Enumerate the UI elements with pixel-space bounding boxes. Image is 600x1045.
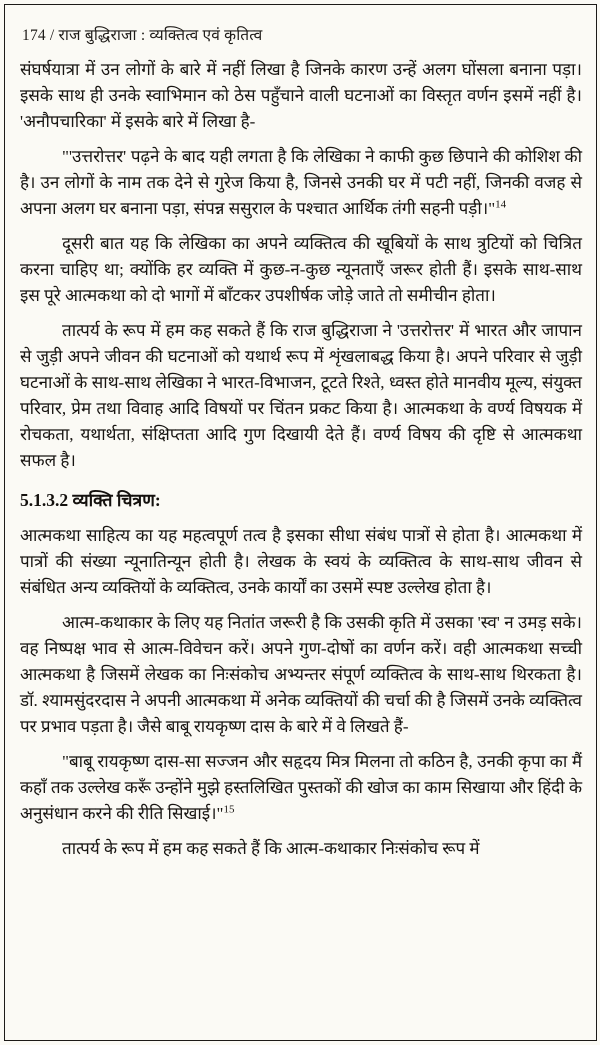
page-border-frame [4, 4, 597, 1041]
paragraph-text: आत्मकथा साहित्य का यह महत्वपूर्ण तत्व है इसका सीधा संबंध पात्रों से होता है। आत्मकथा में पात्रों की संख्या न्यूनातिन्यून होती है। लेखक के स्वयं के व्यक्तित्व के साथ-साथ जीवन से संबंधित अन्य व्यक्तियों के व्यक्तित्व, उनके कार्यों का उसमें स्पष्ट उल्लेख होता है। [20, 526, 582, 597]
footnote-marker: 15 [223, 803, 235, 816]
footnote-marker: 14 [495, 198, 507, 211]
section-heading: 5.1.3.2 व्यक्ति चित्रण: [20, 490, 161, 510]
quote-paragraph [20, 144, 582, 222]
page-body [20, 57, 582, 862]
paragraph-text: "'उत्तरोत्तर' पढ़ने के बाद यही लगता है कि लेखिका ने काफी कुछ छिपाने की कोशिश की है। उन लोगों के नाम तक देने से गुरेज किया है, जिनसे उनकी घर में पटी नहीं, जिनकी वजह से अपना अलग घर बनाना पड़ा, संपन्न ससुराल के पश्चात आर्थिक तंगी सहनी पड़ी।" [20, 147, 582, 218]
quote-paragraph [20, 749, 582, 827]
paragraph-text: संघर्षयात्रा में उन लोगों के बारे में नहीं लिखा है जिनके कारण उन्हें अलग घोंसला बनाना पड़ा। इसके साथ ही उनके स्वाभिमान को ठेस पहुँचाने वाली घटनाओं का विस्तृत वर्णन इसमें नहीं है। 'अनौपचारिका' में इसके बारे में लिखा है- [20, 60, 582, 131]
paragraph [20, 318, 582, 474]
paragraph-text: "बाबू रायकृष्ण दास-सा सज्जन और सहृदय मित्र मिलना तो कठिन है, उनकी कृपा का मैं कहाँ तक उल्लेख करूँ उन्होंने मुझे हस्तलिखित पुस्तकों की खोज का काम सिखाया और हिंदी के अनुसंधान करने की रीति सिखाई।" [20, 752, 582, 823]
paragraph [20, 836, 582, 862]
paragraph [20, 610, 582, 740]
paragraph [20, 523, 582, 601]
paragraph-text: तात्पर्य के रूप में हम कह सकते हैं कि राज बुद्धिराजा ने 'उत्तरोत्तर' में भारत और जापान से जुड़ी अपने जीवन की घटनाओं को यथार्थ रूप में शृंखलाबद्ध किया है। अपने परिवार से जुड़ी घटनाओं के साथ-साथ लेखिका ने भारत-विभाजन, टूटते रिश्ते, ध्वस्त होते मानवीय मूल्य, संयुक्त परिवार, प्रेम तथा विवाह आदि विषयों पर चिंतन प्रकट किया है। आत्मकथा के वर्ण्य विषयक में रोचकता, यथार्थता, संक्षिप्तता आदि गुण दिखायी देते हैं। वर्ण्य विषय की दृष्टि से आत्मकथा सफल है। [20, 321, 582, 470]
paragraph-text: दूसरी बात यह कि लेखिका का अपने व्यक्तित्व की खूबियों के साथ त्रुटियों को चित्रित करना चाहिए था; क्योंकि हर व्यक्ति में कुछ-न-कुछ न्यूनताएँ जरूर होती हैं। इसके साथ-साथ इस पूरे आत्मकथा को दो भागों में बाँटकर उपशीर्षक जोड़े जाते तो समीचीन होता। [20, 234, 582, 305]
paragraph-text: तात्पर्य के रूप में हम कह सकते हैं कि आत्म-कथाकार निःसंकोच रूप में [62, 839, 480, 858]
paragraph [20, 231, 582, 309]
paragraph-text: आत्म-कथाकार के लिए यह नितांत जरूरी है कि उसकी कृति में उसका 'स्व' न उमड़ सके। वह निष्पक्ष भाव से आत्म-विवेचन करें। अपने गुण-दोषों का वर्णन करें। वही आत्मकथा सच्ची आत्मकथा है जिसमें लेखक का निःसंकोच अभ्यन्तर संपूर्ण व्यक्तित्व के साथ-साथ थिरकता है। डॉ. श्यामसुंदरदास ने अपनी आत्मकथा में अनेक व्यक्तियों की चर्चा की है जिसमें उनके व्यक्तित्व पर प्रभाव पड़ता है। जैसे बाबू रायकृष्ण दास के बारे में वे लिखते हैं- [20, 613, 582, 736]
running-header: 174 / राज बुद्धिराजा : व्यक्तित्व एवं कृतित्व [22, 27, 263, 44]
paragraph [20, 57, 582, 135]
